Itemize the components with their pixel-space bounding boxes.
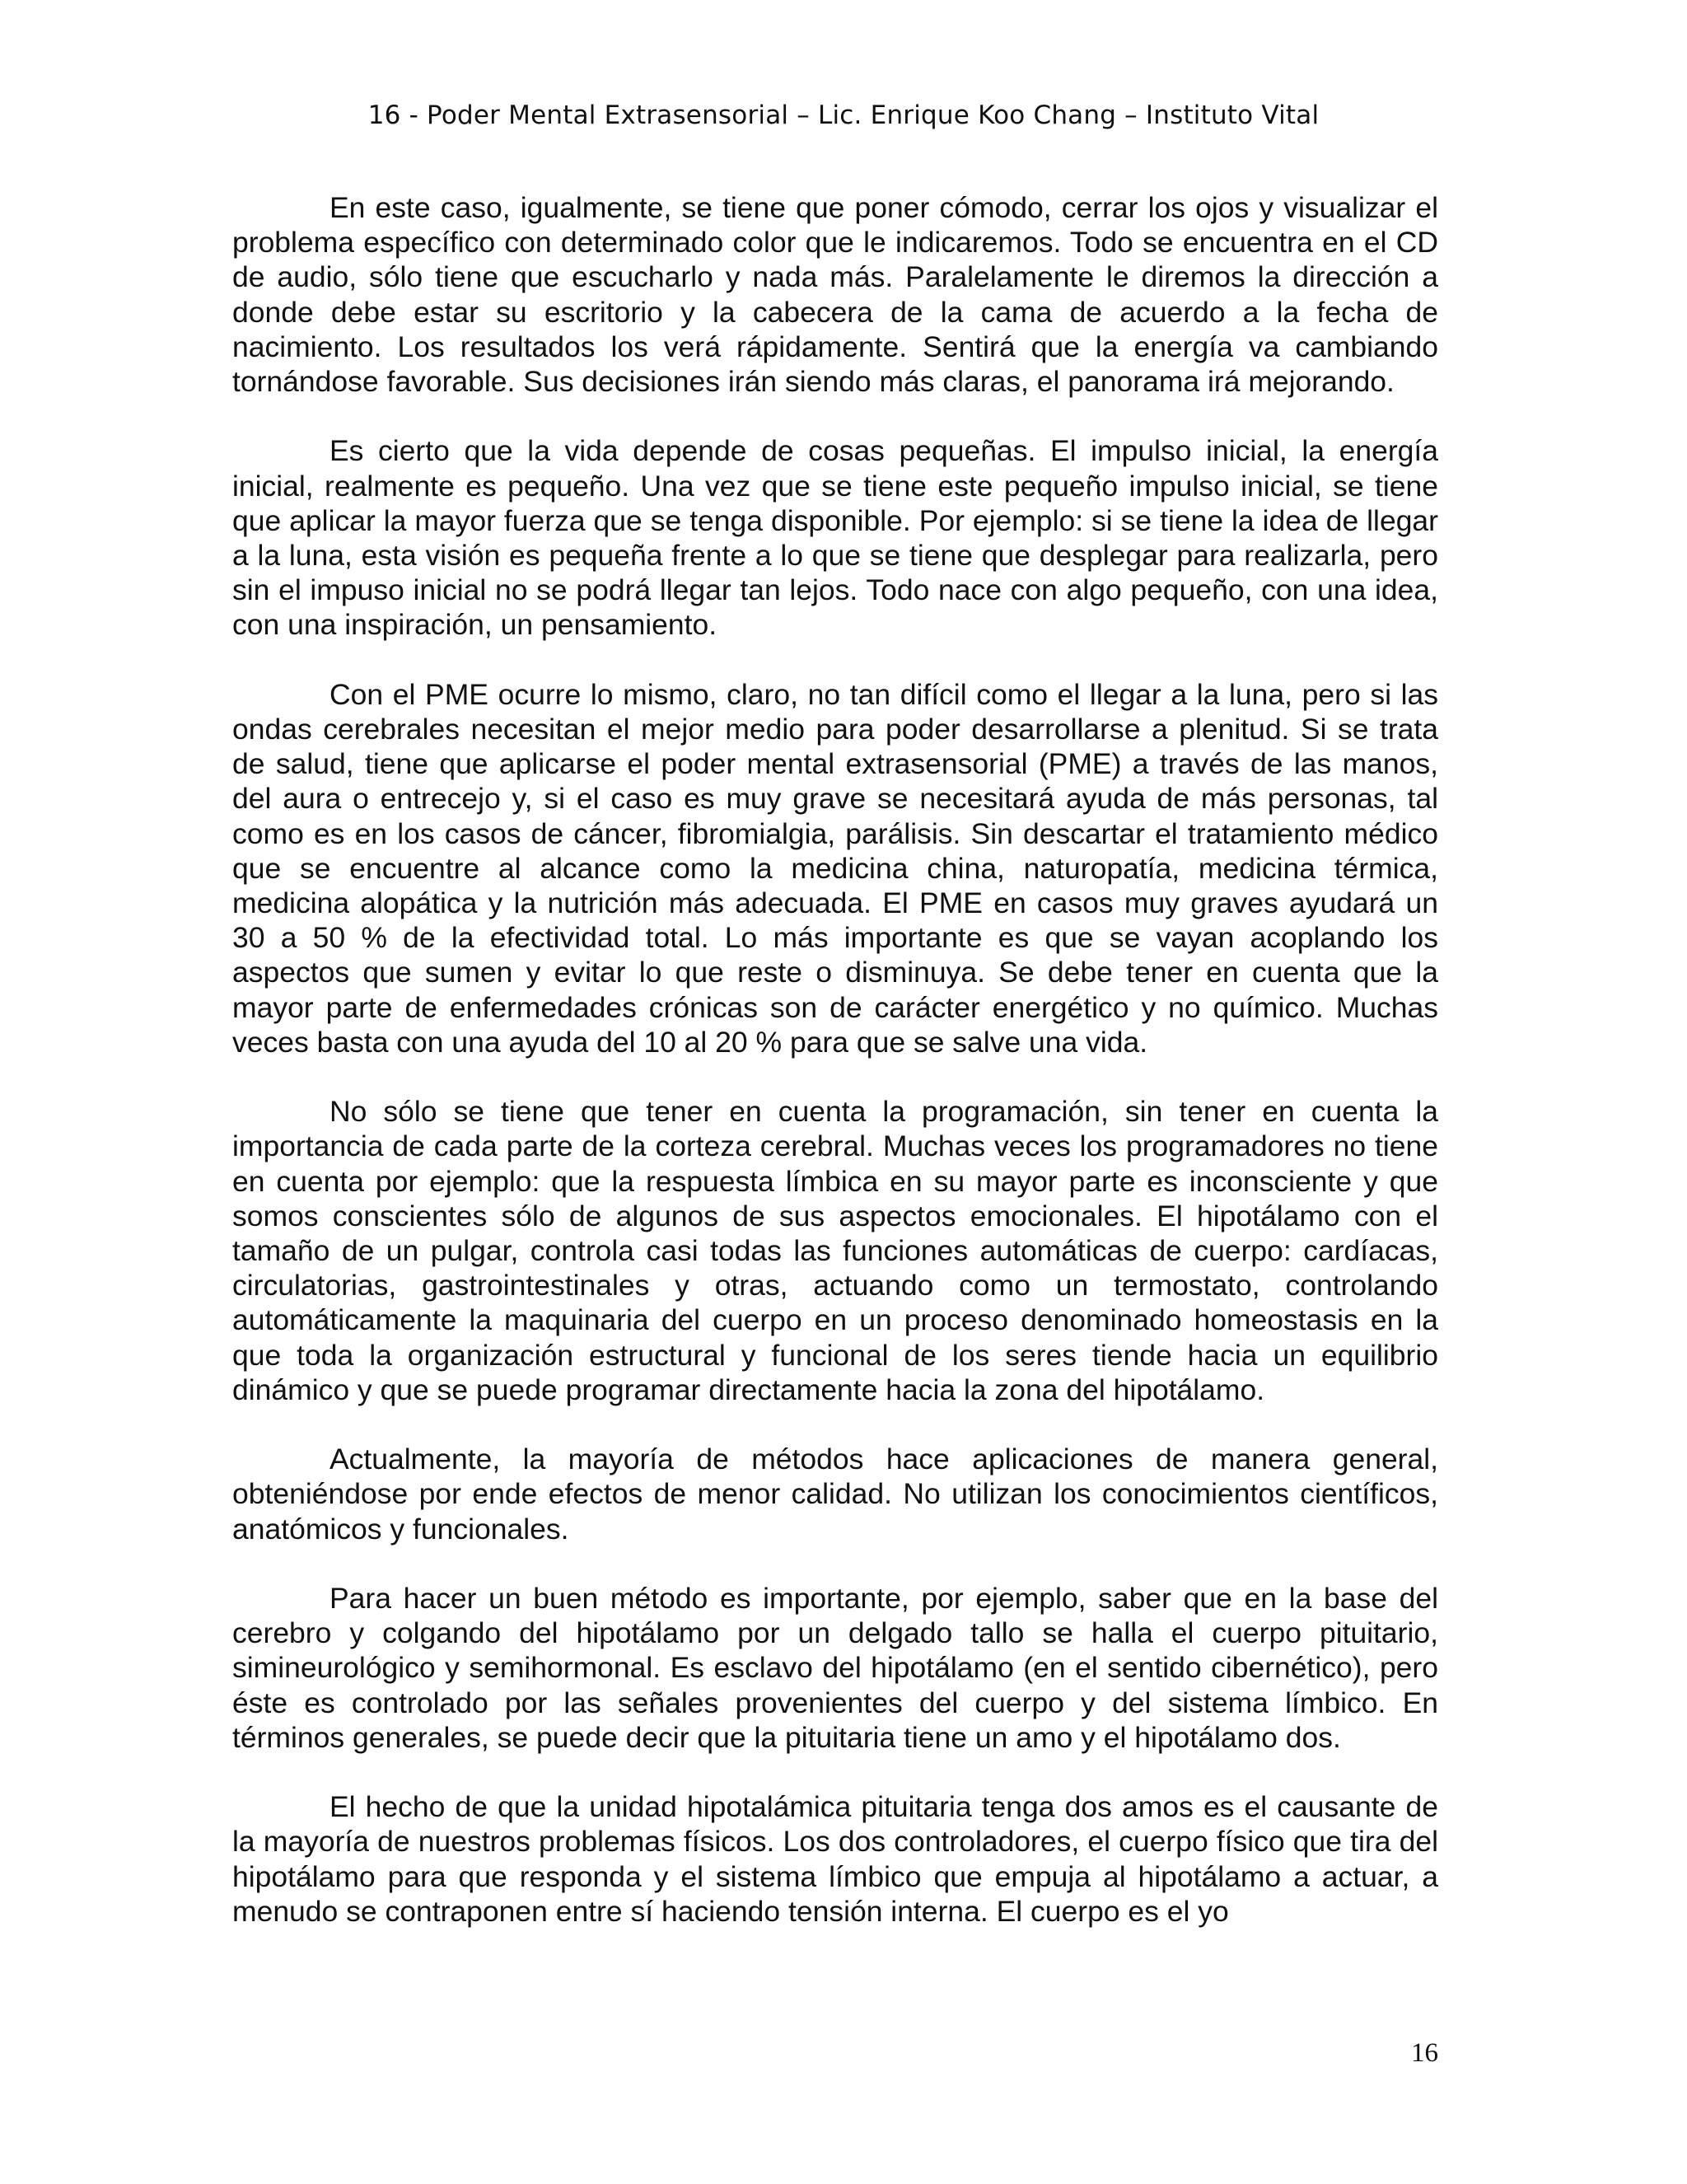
body-text [232,190,1438,1929]
paragraph: Con el PME ocurre lo mismo, claro, no tan difícil como el llegar a la luna, pero si las ondas cerebrales necesitan el mejor medio para poder desarrollarse a plenitud. Si se trata de salud, tiene que aplicarse el poder mental extrasensorial (PME) a través de las manos, del aura o entrecejo y, si el caso es muy grave se necesitará ayuda de más personas, tal como es en los casos de cáncer, fibromialgia, parálisis. Sin descartar el tratamiento médico que se encuentre al alcance como la medicina china, naturopatía, medicina térmica, medicina alopática y la nutrición más adecuada. El PME en casos muy graves ayudará un 30 a 50 % de la efectividad total. Lo más importante es que se vayan acoplando los aspectos que sumen y evitar lo que reste o disminuya. Se debe tener en cuenta que la mayor parte de enfermedades crónicas son de carácter energético y no químico. Muchas veces basta con una ayuda del 10 al 20 % para que se salve una vida. [232,677,1438,1059]
paragraph: El hecho de que la unidad hipotalámica pituitaria tenga dos amos es el causante de la mayoría de nuestros problemas físicos. Los dos controladores, el cuerpo físico que tira del hipotálamo para que responda y el sistema límbico que empuja al hipotálamo a actuar, a menudo se contraponen entre sí haciendo tensión interna. El cuerpo es el yo [232,1790,1438,1928]
running-header: 16 - Poder Mental Extrasensorial – Lic. Enrique Koo Chang – Instituto Vital [367,101,1320,130]
paragraph: Actualmente, la mayoría de métodos hace aplicaciones de manera general, obteniéndose por ende efectos de menor calidad. No utilizan los conocimientos científicos, anatómicos y funcionales. [232,1443,1438,1546]
paragraph: No sólo se tiene que tener en cuenta la programación, sin tener en cuenta la importancia de cada parte de la corteza cerebral. Muchas veces los programadores no tiene en cuenta por ejemplo: que la respuesta límbica en su mayor parte es inconsciente y que somos conscientes sólo de algunos de sus aspectos emocionales. El hipotálamo con el tamaño de un pulgar, controla casi todas las funciones automáticas de cuerpo: cardíacas, circulatorias, gastrointestinales y otras, actuando como un termostato, controlando automáticamente la maquinaria del cuerpo en un proceso denominado homeostasis en la que toda la organización estructural y funcional de los seres tiende hacia un equilibrio dinámico y que se puede programar directamente hacia la zona del hipotálamo. [232,1095,1438,1406]
paragraph: Para hacer un buen método es importante, por ejemplo, saber que en la base del cerebro y colgando del hipotálamo por un delgado tallo se halla el cuerpo pituitario, simineurológico y semihormonal. Es esclavo del hipotálamo (en el sentido cibernético), pero éste es controlado por las señales provenientes del cuerpo y del sistema límbico. En términos generales, se puede decir que la pituitaria tiene un amo y el hipotálamo dos. [232,1582,1438,1754]
page-number: 16 [1411,2038,1438,2068]
paragraph: En este caso, igualmente, se tiene que poner cómodo, cerrar los ojos y visualizar el problema específico con determinado color que le indicaremos. Todo se encuentra en el CD de audio, sólo tiene que escucharlo y nada más. Paralelamente le diremos la dirección a donde debe estar su escritorio y la cabecera de la cama de acuerdo a la fecha de nacimiento. Los resultados los verá rápidamente. Sentirá que la energía va cambiando tornándose favorable. Sus decisiones irán siendo más claras, el panorama irá mejorando. [232,191,1438,399]
paragraph: Es cierto que la vida depende de cosas pequeñas. El impulso inicial, la energía inicial, realmente es pequeño. Una vez que se tiene este pequeño impulso inicial, se tiene que aplicar la mayor fuerza que se tenga disponible. Por ejemplo: si se tiene la idea de llegar a la luna, esta visión es pequeña frente a lo que se tiene que desplegar para realizarla, pero sin el impuso inicial no se podrá llegar tan lejos. Todo nace con algo pequeño, con una idea, con una inspiración, un pensamiento. [232,434,1438,642]
